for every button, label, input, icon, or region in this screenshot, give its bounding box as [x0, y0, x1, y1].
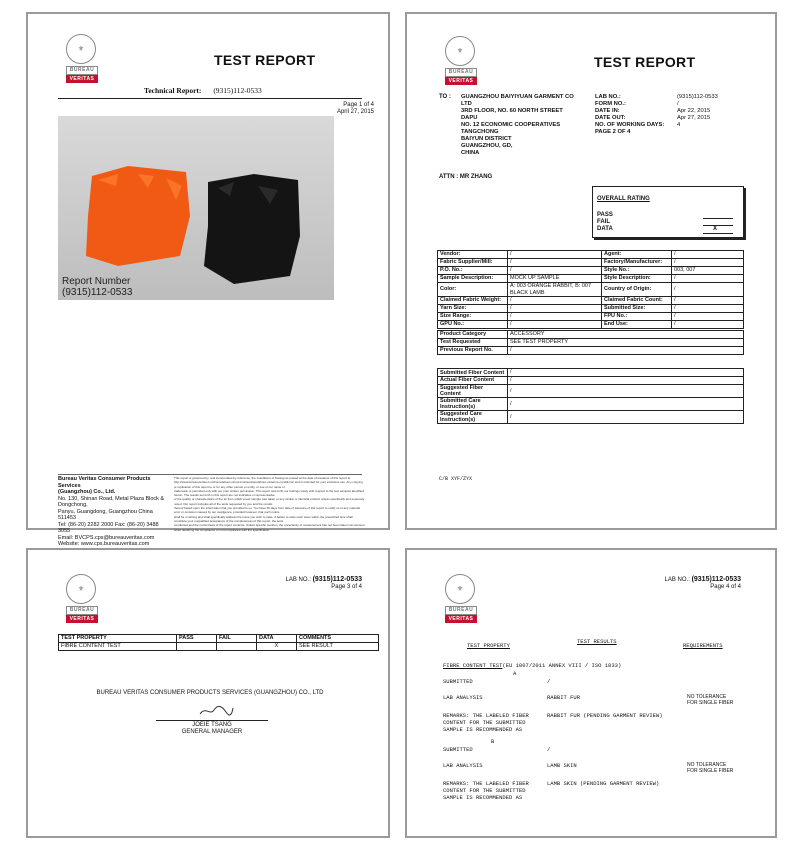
remarks-line: CONTENT FOR THE SUBMITTED [443, 719, 526, 726]
cell: End Use: [602, 321, 672, 329]
cell: Previous Report No. [438, 347, 508, 355]
lab-analysis-result: LAMB SKIN [547, 762, 577, 769]
signature-image [198, 704, 234, 718]
cell: Fabric Supplier/Mill: [438, 259, 508, 267]
lab-analysis-label: LAB ANALYSIS [443, 762, 483, 769]
to-address [461, 94, 601, 157]
legal-line: trademark, is permitted only with our prior written permission. This report sets forth our findings solely with respect to the test samples identified herein. The results set forth in this report are not indicative or representative [174, 488, 364, 498]
cell: Suggested Care Instruction(s) [438, 411, 508, 424]
cell: / [672, 297, 744, 305]
meta-value: 4 [677, 122, 681, 128]
footer-address-line: No. 130, Shinan Road, Metal Plaza Block & Dongchong, [58, 495, 165, 508]
cell: P.O. No.: [438, 267, 508, 275]
cell: Country of Origin: [602, 283, 672, 297]
seal-icon: ⚜ [66, 34, 96, 64]
cell: / [508, 347, 744, 355]
submitted-label: SUBMITTED [443, 746, 473, 753]
cell: Submitted Size: [602, 305, 672, 313]
cell: / [508, 259, 602, 267]
requirement-line: NO TOLERANCE [687, 762, 727, 768]
photo-report-label: Report Number [62, 276, 131, 287]
cell: GPU No.: [438, 321, 508, 329]
remarks-line: SAMPLE IS RECOMMENDED AS [443, 794, 523, 801]
cell: / [672, 259, 744, 267]
column-header: FAIL [217, 635, 257, 643]
table-row [438, 347, 744, 355]
test-standard: (EU 1007/2011 ANNEX VIII / ISO 1833) [502, 662, 622, 669]
table-row [438, 377, 744, 385]
cell: Size Range: [438, 313, 508, 321]
requirement [687, 762, 733, 774]
page-number: Page 4 of 4 [710, 584, 741, 590]
legal-line: conducted and the correctness of the report contents. Unless specific mention, the uncertainty of measurement has not been taken into account when declaring the compliance or non-compliance with the specification. [174, 523, 365, 532]
remarks-line: SAMPLE IS RECOMMENDED AS [443, 726, 523, 733]
logo-line-2: VERITAS [445, 77, 477, 85]
signer-name: JOEIE TSANG [192, 722, 232, 728]
requirement-line: NO TOLERANCE [687, 694, 727, 700]
rating-label: DATA [597, 226, 613, 232]
bureau-veritas-logo [445, 36, 477, 85]
cell: Test Requested [438, 339, 508, 347]
meta-label: NO. OF WORKING DAYS: [595, 122, 665, 128]
meta-label: DATE OUT: [595, 115, 626, 121]
company-name: BUREAU VERITAS CONSUMER PRODUCTS SERVICES (GUANGZHOU) CO., LTD [96, 690, 324, 696]
lab-value: (9315)112-0533 [312, 576, 362, 583]
column-header: COMMENTS [297, 635, 379, 643]
meta-label: DATE IN: [595, 108, 620, 114]
table-row [438, 305, 744, 313]
report-page-3 [26, 548, 390, 838]
cell: Product Category [438, 331, 508, 339]
legal-line: thereof based upon the information that you provided to us. You have 60 days from date of issuance of this report to notify us of any material error or omission caused by our negligence, provided however, that such notice [174, 506, 360, 515]
report-page-2 [405, 12, 777, 530]
table-row [438, 313, 744, 321]
cell: Vendor: [438, 251, 508, 259]
address-line: 3RD FLOOR, NO. 60 NORTH STREET [461, 108, 563, 114]
to-label: TO : [439, 94, 451, 100]
footer-address-line: Tel: (86-20) 2282 2000 Fax: (86-20) 3488 3055 [58, 521, 159, 534]
bureau-veritas-logo [445, 574, 477, 623]
report-meta [595, 94, 735, 136]
lab-number [286, 576, 362, 584]
footer-address-line: Website: www.cps.bureauveritas.com [58, 541, 150, 547]
remarks-line: REMARKS: THE LABELED FIBER [443, 712, 529, 719]
cell: FPU No.: [602, 313, 672, 321]
attn-line: ATTN : MR ZHANG [439, 174, 493, 180]
address-line: LTD [461, 101, 472, 107]
logo-line-1: BUREAU [66, 606, 98, 615]
cell: / [508, 297, 602, 305]
table-row [438, 251, 744, 259]
bureau-veritas-logo [66, 574, 98, 623]
fur-samples-image [58, 116, 334, 300]
test-summary-table [58, 634, 379, 651]
table-row [438, 331, 744, 339]
report-page-4 [405, 548, 777, 838]
cell: / [672, 283, 744, 297]
cell: Submitted Care Instruction(s) [438, 398, 508, 411]
cell: ACCESSORY [508, 331, 744, 339]
table-row [438, 385, 744, 398]
logo-line-1: BUREAU [66, 66, 98, 75]
logo-line-2: VERITAS [66, 75, 98, 83]
cell: Claimed Fabric Count: [602, 297, 672, 305]
lab-label: LAB NO.: [664, 577, 690, 583]
overall-rating-box [592, 186, 744, 238]
cell: Factory/Manufacturer: [602, 259, 672, 267]
meta-value: (9315)112-0533 [677, 94, 718, 100]
cell: Submitted Fiber Content [438, 369, 508, 377]
cell: / [508, 398, 744, 411]
rating-title: OVERALL RATING [597, 196, 650, 202]
logo-line-2: VERITAS [445, 615, 477, 623]
cell [217, 643, 257, 651]
meta-value: Apr 27, 2015 [677, 115, 711, 121]
column-header: DATA [257, 635, 297, 643]
table-header-row [59, 635, 379, 643]
cell: / [508, 313, 602, 321]
test-name: FIBRE CONTENT TEST [443, 662, 503, 669]
address-line: TANGCHONG [461, 129, 499, 135]
submitted-value: / [547, 678, 551, 685]
address-line: GUANGZHOU BAIYIYUAN GARMENT CO [461, 94, 574, 100]
meta-label: PAGE 2 OF 4 [595, 129, 631, 135]
submitted-value: / [547, 746, 551, 753]
requirement [687, 694, 733, 706]
cell: / [508, 411, 744, 424]
address-line: GUANGZHOU, GD, [461, 143, 513, 149]
cell [177, 643, 217, 651]
lab-label: LAB NO.: [285, 577, 311, 583]
seal-icon: ⚜ [445, 36, 475, 66]
lab-analysis-label: LAB ANALYSIS [443, 694, 483, 701]
cell: / [508, 369, 744, 377]
seal-icon: ⚜ [66, 574, 96, 604]
lab-number [665, 576, 741, 584]
legal-line: This report is governed by, and incorporates by reference, the Conditions of Testing as posted at the date of issuance of this report at [174, 476, 351, 480]
table-row [438, 398, 744, 411]
cell: / [508, 321, 602, 329]
cell: 003, 007 [672, 267, 744, 275]
rating-label: FAIL [597, 219, 610, 225]
logo-line-1: BUREAU [445, 606, 477, 615]
rating-label: PASS [597, 212, 613, 218]
sample-label-b: B [491, 738, 495, 745]
photo-report-number: (9315)112-0533 [62, 287, 133, 298]
signer-title: GENERAL MANAGER [181, 729, 243, 735]
logo-line-2: VERITAS [66, 615, 98, 623]
cell: Actual Fiber Content [438, 377, 508, 385]
cell: Claimed Fabric Weight: [438, 297, 508, 305]
legal-line: of the quality or characteristics of the lot from which a test sample was taken or any similar or identical product unless specifically and expressly noted. Our report includes all of the tests requested by you and the results [174, 497, 365, 506]
footer-company-block [58, 476, 166, 548]
rating-mark: X [713, 226, 718, 232]
cell: / [672, 251, 744, 259]
technical-report-number: (9315)112-0533 [213, 86, 262, 95]
table-row [438, 275, 744, 283]
cell: A: 003 ORANGE RABBIT, B: 007 BLACK LAMB [508, 283, 602, 297]
table-row [438, 283, 744, 297]
cell: FIBRE CONTENT TEST [59, 643, 177, 651]
cell: Style No.: [602, 267, 672, 275]
meta-label: LAB NO.: [595, 94, 621, 100]
cell: / [508, 251, 602, 259]
logo-line-1: BUREAU [445, 68, 477, 77]
table-row [438, 259, 744, 267]
cell: / [672, 313, 744, 321]
legal-line: http://www.bureauveritas.com/home/about-us/our-business/cps/about-us/terms-conditions/ and is intended for your exclusive use. Any copying or replication of this report to or for any other person or entity, or use of our name or [174, 480, 363, 489]
cell: Suggested Fiber Content [438, 385, 508, 398]
cell: / [508, 385, 744, 398]
footer-company: Bureau Veritas Consumer Products Services [58, 476, 151, 489]
cell: SEE RESULT [297, 643, 379, 651]
page-number: Page 1 of 4 [343, 102, 374, 108]
category-table [437, 330, 744, 355]
remarks-line: REMARKS: THE LABELED FIBER [443, 780, 529, 787]
footer-code: C/B XYF/ZYX [439, 476, 473, 482]
sample-photo [58, 116, 334, 300]
footer-address-line: Panyu, Guangdong, Guangzhou China 511453 [58, 508, 153, 521]
fiber-table [437, 368, 744, 424]
cell: / [508, 267, 602, 275]
table-row [59, 643, 379, 651]
cell: Color: [438, 283, 508, 297]
remarks-block [443, 780, 529, 801]
table-row [438, 297, 744, 305]
cell: / [508, 377, 744, 385]
technical-report-line [144, 86, 262, 95]
test-name-line [443, 662, 621, 669]
footer-legal-text [174, 476, 366, 532]
column-header: TEST PROPERTY [59, 635, 177, 643]
cell: SEE TEST PROPERTY [508, 339, 744, 347]
meta-label: FORM NO.: [595, 101, 626, 107]
table-row [438, 321, 744, 329]
remarks-line: CONTENT FOR THE SUBMITTED [443, 787, 526, 794]
column-test-results: TEST RESULTS [577, 638, 617, 645]
column-test-property: TEST PROPERTY [467, 642, 510, 649]
page-title: TEST REPORT [594, 54, 696, 70]
lab-analysis-result: RABBIT FUR [547, 694, 581, 701]
remarks-block [443, 712, 529, 733]
footer-company-2: (Guangzhou) Co., Ltd. [58, 489, 116, 495]
cell: Yarn Size: [438, 305, 508, 313]
meta-value: Apr 22, 2015 [677, 108, 711, 114]
remark-result: RABBIT FUR (PENDING GARMENT REVIEW) [547, 712, 663, 719]
sample-label-a: A [513, 670, 517, 677]
page-title: TEST REPORT [214, 52, 316, 68]
technical-report-label: Technical Report: [144, 86, 202, 95]
remark-result: LAMB SKIN (PENDING GARMENT REVIEW) [547, 780, 660, 787]
address-line: BAIYUN DISTRICT [461, 136, 512, 142]
table-row [438, 339, 744, 347]
cell: / [508, 305, 602, 313]
report-date: April 27, 2015 [336, 109, 374, 115]
address-line: DAPU [461, 115, 478, 121]
cell: Agent: [602, 251, 672, 259]
requirement-line: FOR SINGLE FIBER [687, 700, 734, 706]
column-requirements: REQUIREMENTS [683, 642, 723, 649]
cell: MOCK UP SAMPLE [508, 275, 602, 283]
cell: / [672, 321, 744, 329]
legal-line: shall be in writing and shall specifically address the issue you wish to raise. A failure to raise such issue within the prescribed time shall constitute your unqualified acceptance of the completeness of this report, the tests [174, 514, 353, 523]
sample-info-table [437, 250, 744, 329]
table-row [438, 267, 744, 275]
bureau-veritas-logo [66, 34, 98, 83]
cell: / [672, 305, 744, 313]
report-page-1 [26, 12, 390, 547]
table-row [438, 411, 744, 424]
seal-icon: ⚜ [445, 574, 475, 604]
requirement-line: FOR SINGLE FIBER [687, 768, 734, 774]
lab-value: (9315)112-0533 [691, 576, 741, 583]
cell: Style Description: [602, 275, 672, 283]
footer-address-line: Email: BVCPS.cps@bureauveritas.com [58, 534, 155, 541]
submitted-label: SUBMITTED [443, 678, 473, 685]
table-row [438, 369, 744, 377]
page-number: Page 3 of 4 [331, 584, 362, 590]
address-line: NO. 12 ECONOMIC COOPERATIVES [461, 122, 561, 128]
meta-value: / [677, 101, 679, 107]
cell: / [672, 275, 744, 283]
cell: X [257, 643, 297, 651]
cell: Sample Description: [438, 275, 508, 283]
column-header: PASS [177, 635, 217, 643]
address-line: CHINA [461, 150, 480, 156]
